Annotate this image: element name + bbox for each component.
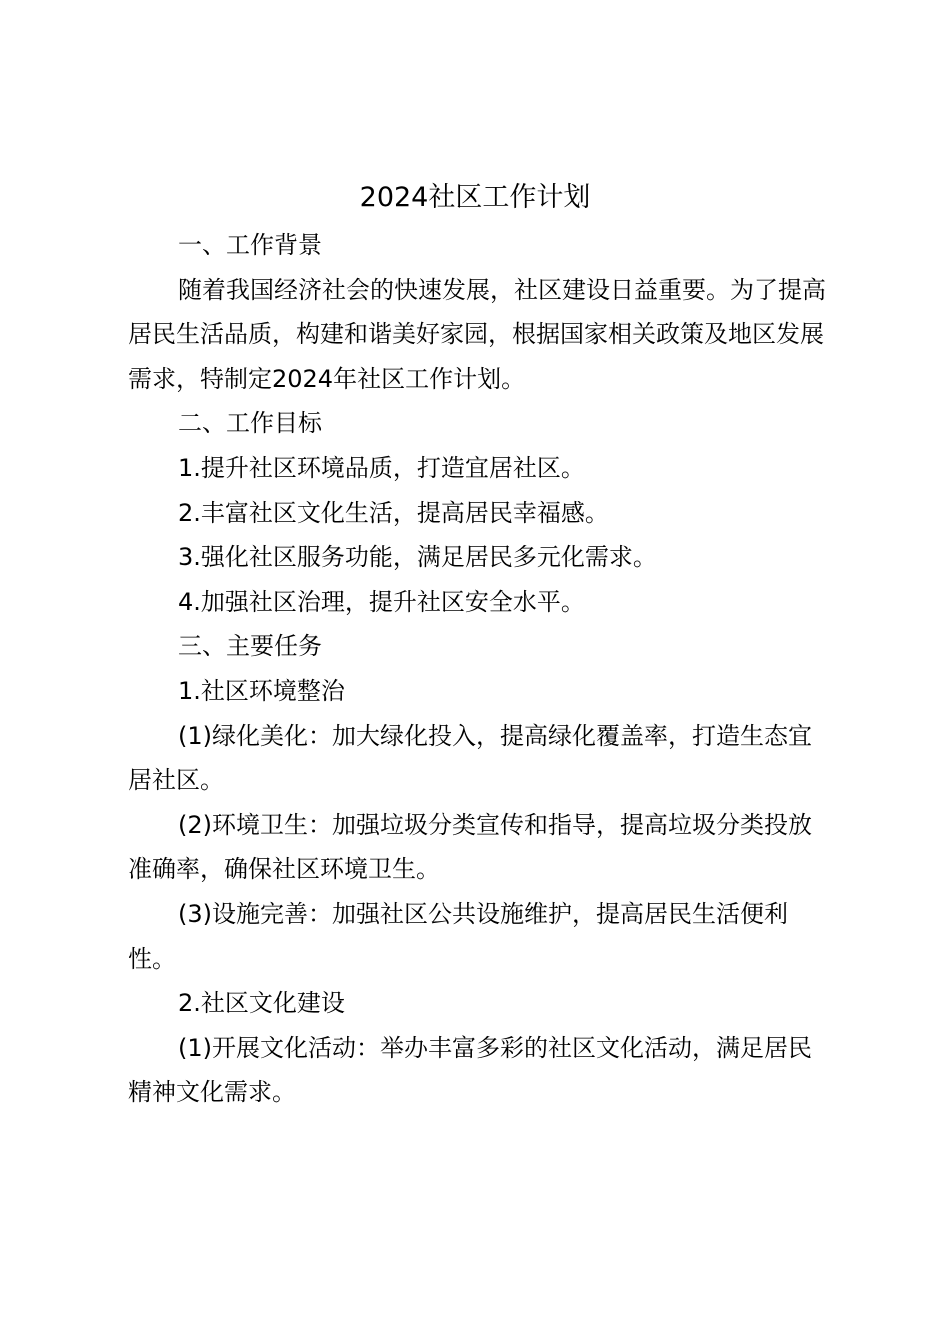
goal-item: 3.强化社区服务功能，满足居民多元化需求。 [178,543,657,572]
section-heading-goals: 二、工作目标 [178,409,322,438]
document-title: 2024社区工作计划 [359,182,591,213]
section-heading-background: 一、工作背景 [178,231,322,259]
background-paragraph: 随着我国经济社会的快速发展，社区建设日益重要。为了提高居民生活品质，构建和谐美好家园，根据国家相关政策及地区发展需求，特制定2024年社区工作计划。 [128,275,826,393]
task-subheading: 1.社区环境整治 [178,676,345,705]
goal-item: 1.提升社区环境品质，打造宜居社区。 [178,453,585,482]
task-item: (3)设施完善：加强社区公共设施维护，提高居民生活便利性。 [128,899,788,973]
goal-item: 2.丰富社区文化生活，提高居民幸福感。 [178,498,609,527]
task-item: (1)绿化美化：加大绿化投入，提高绿化覆盖率，打造生态宜居社区。 [128,721,812,795]
task-subheading: 2.社区文化建设 [178,989,345,1018]
task-item: (2)环境卫生：加强垃圾分类宣传和指导，提高垃圾分类投放准确率，确保社区环境卫生。 [128,810,812,884]
goal-item: 4.加强社区治理，提升社区安全水平。 [178,587,585,616]
task-item: (1)开展文化活动：举办丰富多彩的社区文化活动，满足居民精神文化需求。 [128,1033,812,1107]
document-body [128,223,828,1115]
section-heading-tasks: 三、主要任务 [178,632,322,661]
